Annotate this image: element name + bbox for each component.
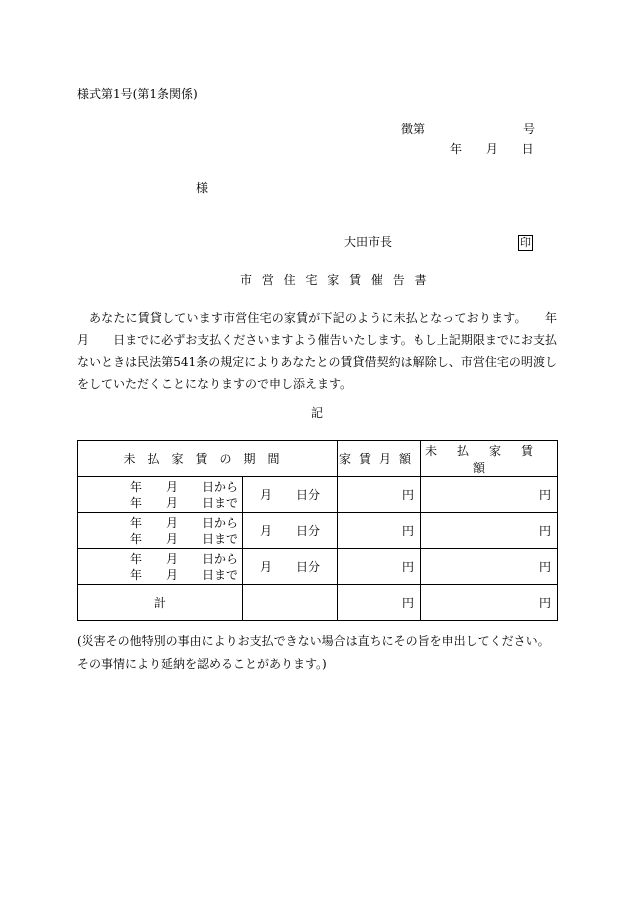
body-paragraph: あなたに賃貸しています市営住宅の家賃が下記のように未払となっております。 年 月 日までに必ずお支払くださいますよう催告いたします。もし上記期限までにお支払ないときは民法第541条の規定によりあなたとの賃貸借契約は解除し、市営住宅の明渡しをしていただくことになりますので申し添えます。 [77, 311, 582, 391]
seal-mark [518, 234, 533, 251]
table-header-row [78, 441, 558, 477]
date-line: 年 月 日 [450, 142, 534, 156]
amount-cell: 円 [421, 477, 558, 513]
months-cell: 月 日分 [243, 549, 338, 585]
footnote: (災害その他特別の事由によりお支払できない場合は直ちにその旨を申出してください。その事情により延納を認めることがあります。) [77, 634, 550, 671]
reference-suffix: 号 [523, 122, 536, 136]
months-cell: 月 日分 [243, 513, 338, 549]
header-monthly-rent: 家賃月額 [338, 441, 421, 477]
rent-cell: 円 [338, 513, 421, 549]
total-label: 計 [78, 585, 243, 621]
period-cell [78, 477, 243, 513]
period-to: 年 月 日まで [130, 495, 239, 510]
table-total-row [78, 585, 558, 621]
amount-cell: 円 [421, 549, 558, 585]
period-cell [78, 513, 243, 549]
months-cell: 月 日分 [243, 477, 338, 513]
sender-name: 大田市長 [344, 235, 393, 249]
unpaid-rent-table [77, 440, 558, 621]
table-row [78, 549, 558, 585]
seal-label: 印 [520, 236, 531, 249]
rent-cell: 円 [338, 549, 421, 585]
header-period: 未払家賃の期間 [78, 441, 338, 477]
period-cell [78, 549, 243, 585]
table-row [78, 477, 558, 513]
total-empty-cell [243, 585, 338, 621]
document-title: 市 営 住 宅 家 賃 催 告 書 [240, 273, 430, 287]
form-number: 様式第1号(第1条関係) [77, 87, 198, 101]
period-from: 年 月 日から [130, 479, 239, 494]
total-rent-cell: 円 [338, 585, 421, 621]
ki-label: 記 [311, 406, 324, 420]
rent-cell: 円 [338, 477, 421, 513]
table-row [78, 513, 558, 549]
header-unpaid-amount: 未払家賃額 [421, 441, 558, 477]
addressee-suffix: 様 [196, 181, 209, 195]
reference-label: 徴第 [401, 122, 426, 136]
period-to: 年 月 日まで [130, 531, 239, 546]
period-from: 年 月 日から [130, 551, 239, 566]
period-from: 年 月 日から [130, 515, 239, 530]
amount-cell: 円 [421, 513, 558, 549]
total-amount-cell: 円 [421, 585, 558, 621]
period-to: 年 月 日まで [130, 567, 239, 582]
